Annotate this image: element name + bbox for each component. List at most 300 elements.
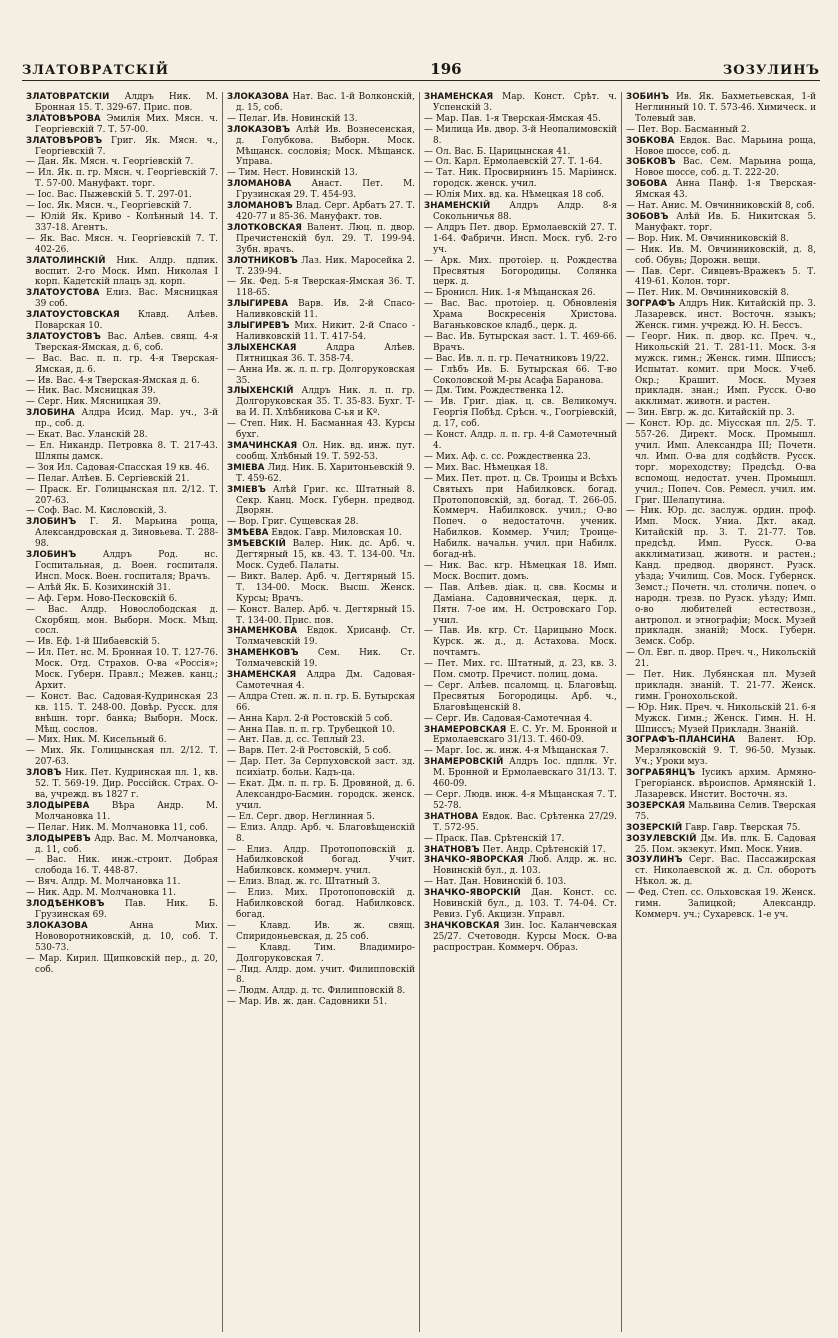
entry-details: — Вор. Ник. М. Овчинниковскій 8.	[626, 233, 789, 244]
entry-details: — Елиз. Мих. Протопоповскій д. Набилковской богад. Набилковск. богад.	[227, 888, 415, 920]
entry-surname: ЗНАМЕНСКАЯ	[227, 670, 297, 681]
entry-details: — Клавд. Ив. ж. свящ. Спиридоньевская, д. 25 соб.	[227, 920, 415, 942]
directory-entry	[424, 681, 617, 714]
directory-entry	[424, 332, 617, 354]
directory-entry	[424, 114, 617, 125]
directory-entry	[26, 506, 218, 517]
directory-entry	[626, 506, 816, 648]
entry-surname: ЗЛАТОВѢРОВА	[26, 113, 101, 124]
entry-details: — Вас. Вас. п. п. гр. 4-я Тверская-Ямская, д. 6.	[26, 353, 218, 375]
entry-details: Лаз. Ник. Маросейка 2. Т. 239-94.	[236, 255, 415, 277]
entry-details: — Як. Фед. 5-я Тверская-Ямская 36. Т. 118-65.	[227, 277, 415, 299]
entry-details: Влад. Серг. Арбатъ 27. Т. 420-77 и 85-36. Мануфакт. тов.	[236, 201, 415, 222]
directory-entry	[424, 157, 617, 168]
entry-details: — Ник. Вас. кгр. Нѣмецкая 18. Имп. Моск. Воспит. домъ.	[424, 560, 617, 582]
entry-details: — Серг. Ник. Мясницкая 39.	[26, 397, 162, 408]
directory-entry	[227, 626, 415, 648]
directory-entry	[227, 539, 415, 572]
entry-surname: ЗНАМЕНСКАЯ	[424, 92, 494, 102]
directory-entry	[626, 703, 816, 736]
directory-entry	[424, 790, 617, 812]
entry-details: — Ант. Пав. д. сс. Теплый 23.	[227, 735, 365, 746]
directory-entry	[26, 954, 218, 976]
entry-details: Алѣй Григ. кс. Штатный 8. Секр. Канц. Моск. Губерн. предвод. Дворян.	[236, 484, 415, 517]
directory-entry	[26, 114, 218, 136]
directory-entry	[424, 288, 617, 299]
entry-details: — Пет. Вор. Басманный 2.	[626, 124, 750, 135]
directory-entry	[424, 855, 617, 877]
directory-entry	[424, 877, 617, 888]
entry-details: Алдръ Ник. М. Бронная 15. Т. 329-67. Прис. пов.	[35, 92, 218, 113]
directory-entry	[227, 223, 415, 256]
entry-details: Григ. Як. Мясн. ч., Георгіевскій 7.	[35, 135, 218, 157]
entry-details: Дм. Ив. плк. Б. Садовая 25. Пом. экзекут. Имп. Моск. Унив.	[635, 833, 816, 855]
directory-entry	[227, 845, 415, 878]
entry-details: Валент. Люц. п. двор. Пречистенскій бул. 29. Т. 199-94. Зубн. врачъ.	[236, 222, 415, 255]
entry-details: Алдра Исид. Мар. уч., 3-й пр., соб. д.	[35, 408, 218, 430]
entry-details: Ник. Алдр. пдпик. воспит. 2-го Моск. Имп. Николая I корп. Кадетскій плацъ зд. корп.	[35, 255, 218, 288]
directory-entry	[227, 125, 415, 169]
directory-entry	[227, 517, 415, 528]
directory-entry	[26, 441, 218, 463]
entry-details: — Пет. Мих. гс. Штатный, д. 23, кв. 3. Пом. смотр. Пречист. полиц. дома.	[424, 659, 617, 681]
directory-entry	[227, 746, 415, 757]
directory-entry	[26, 648, 218, 692]
directory-entry	[227, 692, 415, 714]
entry-surname: ЗЛАТОВѢРОВЪ	[26, 135, 103, 146]
page-header	[22, 60, 820, 81]
directory-entry	[424, 725, 617, 747]
entry-details: — Людм. Алдр. д. тс. Филипповскій 8.	[227, 986, 406, 997]
entry-details: — Анна Пав. п. п. гр. Трубецкой 10.	[227, 724, 395, 735]
entry-surname: ЗОБОВЪ	[626, 211, 669, 222]
entry-details: — Іос. Вас. Пыжевскій 5. Т. 297-01.	[26, 190, 192, 201]
directory-entry	[227, 725, 415, 736]
directory-entry	[227, 343, 415, 365]
entry-details: Мальвина Селив. Тверская 75.	[635, 800, 816, 822]
entry-details: — Ник. Ив. М. Овчинниковскій, д. 8, соб. Обувь; Дорожн. вещи.	[626, 244, 816, 266]
entry-surname: ЗНАМЕНКОВЪ	[227, 648, 299, 659]
directory-entry	[26, 332, 218, 354]
entry-details: Алдръ Ник. л. п. гр. Долгоруковская 35. Т. 35-83. Бухг. Т-ва И. П. Хлѣбникова С-ья и Кº.	[236, 386, 415, 419]
entry-details: — Ник. Вас. Мясницкая 39.	[26, 386, 156, 397]
entry-details: — Соф. Вас. М. Кисловскій, 3.	[26, 506, 167, 517]
entry-surname: ЗЛОДЫРЕВЪ	[26, 833, 91, 844]
entry-details: — Варв. Пет. 2-й Ростовскій, 5 соб.	[227, 746, 392, 757]
entry-details: — Тим. Нест. Новинскій 13.	[227, 168, 358, 179]
entry-details: Мар. Конст. Срѣт. ч. Успенскій 3.	[433, 92, 617, 113]
entry-surname: ЗОГРАФЪ	[626, 299, 676, 310]
entry-details: — Ил. Як. п. гр. Мясн. ч. Георгіевскій 7. Т. 57-00. Мануфакт. торг.	[26, 168, 218, 190]
directory-entry	[424, 190, 617, 201]
entry-details: Алдра Дм. Садовая-Самотечная 4.	[236, 670, 415, 691]
directory-entry	[227, 735, 415, 746]
entry-details: — Аф. Герм. Ново-Песковскій 6.	[26, 593, 178, 604]
directory-entry	[227, 485, 415, 518]
directory-entry	[424, 430, 617, 452]
entry-details: Пет. Андр. Срѣтенскій 17.	[482, 844, 606, 855]
directory-entry	[424, 812, 617, 834]
entry-details: Зин. Іос. Каланчевская 25/27. Счетоводн. Курсы Моск. О-ва распростран. Коммерч. Образ.	[433, 920, 617, 953]
entry-surname: ЗМѢЕВА	[227, 528, 269, 539]
directory-entry	[26, 168, 218, 190]
directory-entry	[26, 201, 218, 212]
directory-entry	[26, 474, 218, 485]
entry-details: — Нат. Анис. М. Овчинниковскій 8, соб.	[626, 201, 815, 212]
directory-entry	[424, 921, 617, 954]
entry-details: — Ник. Юр. дс. заслуж. ордин. проф. Имп. Моск. Униа. Дкт. акад. Китайскій пр. 3. Т. 21-77. Тов. предсѣд. Имп. Русск. О-ва акклиматизац. животн. и растен.; Канд. предвод. дворянст. Рузск. уѣзда; Училищ. Сов. Моск. Губернск. Земст.; Почетн. чл. столичн. попеч. о народн. трезв. по Рузск. уѣзду; Имп. о-во любителей естествозн., антропол. и этнографіи; Моск. Музей прикладн. знаній; Моск. Губерн. Земск. Собр.	[626, 506, 816, 648]
entry-details: Евдок. Вас. Срѣтенка 27/29. Т. 572-95.	[433, 811, 617, 833]
directory-entry	[26, 397, 218, 408]
directory-entry	[26, 430, 218, 441]
entry-surname: ЗОБОВА	[626, 179, 668, 190]
entry-details: Ив. Як. Бахметьевская, 1-й Неглинный 10. Т. 573-46. Химическ. и Толевый зав.	[635, 92, 816, 124]
directory-entry	[424, 365, 617, 387]
directory-entry	[227, 463, 415, 485]
entry-surname: ЗОЗУЛИНЪ	[626, 855, 683, 866]
entry-details: — Мих. Як. Голицынская пл. 2/12. Т. 207-63.	[26, 746, 218, 768]
directory-entry	[424, 561, 617, 583]
entry-details: Сем. Ник. Ст. Толмачевскій 19.	[236, 648, 415, 670]
directory-entry	[227, 877, 415, 888]
entry-details: — Ив. Еф. 1-й Шибаевскій 5.	[26, 637, 161, 648]
entry-details: — Серг. Алѣев. псаломщ. ц. Благовѣщ. Пресвятыя Богородицы. Арб. ч., Благовѣщенскій 8.	[424, 680, 617, 713]
directory-entry	[424, 583, 617, 627]
entry-details: — Арк. Мих. протоіер. ц. Рождества Пресвятыя Богородицы. Солянка церк. д.	[424, 255, 617, 288]
directory-entry	[227, 943, 415, 965]
entry-details: — Елиз. Влад. ж. гс. Штатный 3.	[227, 877, 381, 888]
directory-entry	[424, 397, 617, 430]
directory-entry	[424, 168, 617, 190]
entry-details: Анна Мих. Нововоротниковскій, д. 10, соб. Т. 530-73.	[35, 920, 219, 953]
directory-entry	[26, 376, 218, 387]
directory-entry	[626, 648, 816, 670]
entry-details: Мих. Никит. 2-й Спасо - Наливковскій 11. Т. 417-54.	[236, 321, 415, 342]
directory-entry	[26, 899, 218, 921]
directory-entry	[26, 234, 218, 256]
entry-details: — Вас. Ив. Бутырская заст. 1. Т. 469-66. Врачъ.	[424, 331, 617, 353]
entry-surname: ЗЛАТОУСТОВЪ	[26, 331, 101, 342]
entry-surname: ЗОГРАБЯНЦЪ	[626, 768, 696, 779]
entry-details: — Фед. Степ. сс. Ольховская 19. Женск. гимн. Залицкой; Александр. Коммерч. уч.; Сухаревск. 1-е уч.	[626, 888, 816, 920]
entry-details: — Пав. Серг. Сивцевъ-Вражекъ 5. Т. 419-61. Колон. торг.	[626, 266, 816, 288]
directory-entry	[227, 419, 415, 441]
entry-details: — Конст. Валер. Арб. ч. Дегтярный 15. Т. 134-00. Прис. пов.	[227, 604, 415, 626]
directory-entry	[26, 877, 218, 888]
entry-details: — Юлія Мих. вд. ка. Нѣмецкая 18 соб.	[424, 190, 605, 201]
entry-details: — Вяч. Алдр. М. Молчановка 11.	[26, 877, 181, 888]
entry-details: Дан. Конст. сс. Новинскій бул., д. 103. Т. 74-04. Ст. Ревиз. Губ. Акцизн. Управл.	[433, 888, 617, 920]
entry-surname: ЗЛАТОВРАТСКІЙ	[26, 92, 110, 102]
directory-entry	[424, 299, 617, 332]
directory-entry	[227, 441, 415, 463]
entry-surname: ЗНАМЕРОВСКАЯ	[424, 724, 507, 735]
entry-details: — Конст. Вас. Садовая-Кудринская 23 кв. 115. Т. 248-00. Довѣр. Русск. для внѣшн. торг. банка; Выборн. Моск. Мѣщ. сослов.	[26, 691, 218, 735]
column-3	[419, 92, 621, 1332]
directory-entry	[26, 190, 218, 201]
entry-surname: ЗОБКОВЪ	[626, 157, 676, 168]
entry-details: Анаст. Пет. М. Грузинская 29. Т. 454-93.	[236, 179, 415, 201]
entry-details: — Анна Карл. 2-й Ростовскій 5 соб.	[227, 713, 393, 724]
directory-entry	[26, 823, 218, 834]
entry-details: — Пав. Алѣев. діак. ц. свв. Космы и Даміана. Садовническая, церк. д. Пятн. 7-ое им. Н. Островскаго Гор. учил.	[424, 582, 617, 626]
entry-surname: ЗНАМЕНСКІЙ	[424, 201, 491, 212]
entry-details: — Вас. Ив. л. п. гр. Печатниковъ 19/22.	[424, 353, 609, 364]
entry-details: — Мар. Пав. 1-я Тверская-Ямская 45.	[424, 113, 601, 124]
directory-entry	[626, 267, 816, 289]
entry-details: — Ел. Серг. двор. Неглинная 5.	[227, 811, 375, 822]
entry-details: Серг. Вас. Пассажирская ст. Николаевской ж. д. Сл. оборотъ Нѣкол. ж. д.	[635, 855, 816, 888]
directory-entry	[626, 136, 816, 158]
entry-details: Евдок. Гавр. Миловская 10.	[271, 528, 402, 539]
entry-details: — Юлій Як. Криво - Колѣнный 14. Т. 337-18. Агентъ.	[26, 211, 218, 233]
directory-entry	[424, 746, 617, 757]
directory-entry	[626, 179, 816, 201]
entry-details: Анна Панф. 1-я Тверская-Ямская 43.	[635, 179, 816, 201]
entry-details: — Елиз. Алдр. Протопоповскій д. Набилковской богад. Учит. Набилковск. коммерч. учил.	[227, 844, 415, 877]
directory-entry	[227, 256, 415, 278]
entry-surname: ЗМІЕВЪ	[227, 484, 266, 495]
entry-details: — Юр. Ник. Преч. ч. Никольскій 21. 6-я Мужск. Гимн.; Женск. Гимн. Н. Н. Шписсъ; Музей Прикладн. Знаній.	[626, 702, 816, 735]
entry-surname: ЗЛОКАЗОВЪ	[227, 124, 291, 135]
entry-surname: ЗОЗУЛЕВСКІЙ	[626, 833, 697, 844]
entry-details: — Ол. Карл. Ермолаевскій 27. Т. 1-64.	[424, 157, 603, 168]
entry-details: — Тат. Ник. Просвирнинъ 15. Маріинск. городск. женск. учил.	[424, 168, 617, 190]
directory-entry	[626, 768, 816, 801]
entry-surname: ЗНАЧКОВСКАЯ	[424, 920, 500, 931]
directory-entry	[26, 550, 218, 583]
entry-details: — Серг. Ив. Садовая-Самотечная 4.	[424, 713, 593, 724]
entry-details: — Мар. Ив. ж. дан. Садовники 51.	[227, 997, 388, 1008]
column-4	[621, 92, 820, 1332]
entry-surname: ЗЛОБИНА	[26, 408, 75, 419]
entry-surname: ЗОБИНЪ	[626, 92, 670, 102]
entry-details: Елиз. Вас. Мясницкая 39 соб.	[35, 288, 218, 310]
directory-entry	[227, 528, 415, 539]
entry-details: Алѣй Ив. Вознесенская, д. Голубкова. Выборн. Моск. Мѣщанск. сословія; Моск. Мѣщанск. Управа.	[236, 124, 415, 168]
directory-entry	[26, 834, 218, 856]
entry-details: — Милица Ив. двор. 3-й Неопалимовскій 8.	[424, 124, 617, 146]
entry-details: — Пет. Ник. Лубянская пл. Музей прикладн. знаній. Т. 21-77. Женск. гимн. Гронохольской.	[626, 670, 816, 702]
directory-entry	[424, 474, 617, 561]
directory-entry	[26, 888, 218, 899]
entry-details: — Мих. Пет. прот. ц. Св. Троицы и Всѣхъ Святыхъ при Набилковск. богад. Протопоповскій, зд. богад. Т. 266-05. Коммерч. Набилковск. учил.; О-во Попеч. о недостаточн. ученик. Набилков. Коммер. Учил; Троице-Набилк. начальн. учил. при Набилк. богад-нѣ.	[424, 473, 617, 561]
directory-entry	[26, 746, 218, 768]
entry-surname: ЗЛЫГИРЕВЪ	[227, 321, 290, 332]
entry-details: — Алѣй Як. Б. Козихинскій 31.	[26, 582, 171, 593]
entry-details: — Анна Ив. ж. л. п. гр. Долгоруковская 35.	[227, 364, 415, 386]
directory-entry	[227, 670, 415, 692]
entry-details: — Конст. Алдр. л. п. гр. 4-й Самотечный 4.	[424, 430, 617, 451]
entry-details: — Дан. Як. Мясн. ч. Георгіевскій 7.	[26, 157, 194, 168]
entry-details: — Іос. Як. Мясн. ч., Георгіевскій 7.	[26, 201, 192, 212]
directory-entry	[227, 179, 415, 201]
entry-surname: ЗНАЧКО-ЯВОРСКІЙ	[424, 888, 521, 899]
directory-entry	[626, 408, 816, 419]
directory-entry	[424, 256, 617, 289]
directory-entry	[227, 572, 415, 605]
entry-surname: ЗОГРАФЪ-ПЛАНСИНА	[626, 735, 736, 746]
entry-details: — Вор. Григ. Сущевская 28.	[227, 517, 359, 528]
entry-details: — Конст. Юр. дс. Міусская пл. 2/5. Т. 557-26. Директ. Моск. Промышл. учил. Имп. Александра III; Почетн. чл. Имп. О-ва для содѣйств. Русск. торг. мореходству; Предсѣд. О-ва вспомощ. недостат. учен. Промышл. учил.; Попеч. Сов. Ремесл. учил. им. Григ. Шелапутина.	[626, 419, 816, 506]
entry-details: — Ол. Вас. Б. Царицынская 41.	[424, 146, 571, 157]
entry-details: — Ол. Евг. п. двор. Преч. ч., Никольскій 21.	[626, 648, 816, 670]
directory-entry	[424, 201, 617, 223]
entry-surname: ЗОЗЕРСКІЙ	[626, 822, 683, 833]
entry-details: — Марг. Іос. ж. инж. 4-я Мѣщанская 7.	[424, 746, 609, 757]
entry-details: Валер. Ник. дс. Арб. ч. Дегтярный 15, кв. 43. Т. 134-00. Чл. Моск. Судеб. Палаты.	[236, 539, 415, 571]
directory-entry	[424, 845, 617, 856]
directory-entry	[626, 245, 816, 267]
entry-details: — Георг. Ник. п. двор. кс. Преч. ч., Никольскій 21. Т. 281-11. Моск. 3-я мужск. гимн.; Женск. гимн. Шписсъ; Испытат. комит. при Моск. Учеб. Окр.; Крашит. Моск. Музея прикладн. знан.; Имп. Русск. О-во акклимат. животн. и растен.	[626, 331, 816, 408]
entry-surname: ЗМѢЕВСКІЙ	[227, 539, 286, 550]
directory-entry	[424, 659, 617, 681]
directory-entry	[227, 757, 415, 779]
entry-details: — Мих. Вас. Нѣмецкая 18.	[424, 462, 549, 473]
directory-entry	[424, 386, 617, 397]
entry-surname: ЗНАЧКО-ЯВОРСКАЯ	[424, 855, 524, 866]
entry-surname: ЗМАЧИНСКАЯ	[227, 441, 298, 451]
page-number: 196	[430, 60, 462, 78]
directory-entry	[626, 801, 816, 823]
entry-details: Е. С. Уг. М. Бронной и Ермолаевскаго 31/13. Т. 460-09.	[433, 724, 617, 746]
entry-details: — Ил. Пет. нс. М. Бронная 10. Т. 127-76. Моск. Отд. Страхов. О-ва «Россія»; Моск. Губерн. Правл.; Межев. канц.; Архит.	[26, 648, 218, 691]
entry-details: Лид. Ник. Б. Харитоньевскій 9. Т. 459-62.	[236, 462, 415, 484]
directory-entry	[26, 583, 218, 594]
entry-details: Іусикъ архим. Армяно-Грегоріанск. вѣроиспов. Армянскій 1. Лазаревск. Инстит. Восточн. яз.	[635, 768, 816, 800]
column-1	[22, 92, 222, 1332]
entry-details: Алѣй Ив. Б. Никитская 5. Мануфакт. торг.	[635, 211, 816, 233]
entry-surname: ЗЛОБИНЪ	[26, 550, 77, 561]
entry-details: — Праск. Ег. Голицынская пл. 2/12. Т. 207-63.	[26, 484, 218, 506]
entry-details: — Екат. Вас. Уланскій 28.	[26, 430, 148, 441]
directory-entry	[227, 888, 415, 921]
entry-details: — Ив. Вас. 4-я Тверская-Ямская д. 6.	[26, 375, 200, 386]
entry-details: — Викт. Валер. Арб. ч. Дегтярный 15. Т. 134-00. Моск. Высш. Женск. Курсы; Врачъ.	[227, 571, 415, 604]
entry-surname: ЗЛОДЫРЕВА	[26, 800, 90, 811]
entry-details: Евдок. Хрисанф. Ст. Толмачевскій 19.	[236, 626, 415, 648]
directory-entry	[626, 888, 816, 921]
entry-details: — Лид. Алдр. дом. учит. Филипповскій 8.	[227, 964, 415, 986]
entry-surname: ЗЛЫГИРЕВА	[227, 299, 289, 310]
entry-details: — Екат. Дм. п. п. гр. Б. Дровяной, д. 6. Александро-Басмин. городск. женск. учил.	[227, 779, 415, 811]
entry-details: — Праск. Пав. Срѣтенскій 17.	[424, 833, 565, 844]
entry-details: Вѣра Андр. М. Молчановка 11.	[35, 800, 218, 822]
entry-details: — Зоя Ил. Садовая-Спасская 19 кв. 46.	[26, 462, 210, 473]
directory-entry	[26, 637, 218, 648]
directory-entry	[626, 157, 816, 179]
entry-surname: ЗОБКОВА	[626, 135, 675, 146]
entry-details: Пав. Ник. Б. Грузинская 69.	[35, 899, 219, 920]
entry-details: — Пав. Ив. кгр. Ст. Царицыно Моск. Курск. ж. д., д. Астахова. Моск. почтамтъ.	[424, 626, 617, 659]
entry-details: — Вас. Ник. инж.-строит. Добрая слобода 16. Т. 448-87.	[26, 855, 218, 877]
entry-surname: ЗЛАТОЛИНСКІЙ	[26, 255, 106, 266]
directory-entry	[227, 986, 415, 997]
entry-surname: ЗЛОКАЗОВА	[227, 92, 289, 102]
directory-entry	[626, 212, 816, 234]
directory-entry	[626, 855, 816, 888]
running-head-left: ЗЛАТОВРАТСКІЙ	[22, 63, 170, 78]
entry-details: Вас. Сем. Марьина роща, Новое шоссе, соб. д. Т. 222-20.	[635, 157, 816, 179]
directory-entry	[424, 626, 617, 659]
entry-details: — Пелаг. Ник. М. Молчановка 11, соб.	[26, 822, 209, 833]
directory-entry	[227, 299, 415, 321]
directory-entry	[626, 92, 816, 125]
entry-details: Люб. Алдр. ж. нс. Новинскій бул., д. 103.	[433, 855, 618, 877]
directory-entry	[227, 365, 415, 387]
entry-surname: ЗЛАТОУСТОВА	[26, 288, 100, 299]
entry-surname: ЗЛАТОУСТОВСКАЯ	[26, 310, 120, 321]
directory-columns	[22, 92, 820, 1332]
directory-entry	[424, 223, 617, 256]
entry-details: — Ник. Адр. М. Молчановка 11.	[26, 888, 177, 899]
entry-details: — Дар. Пет. За Серпуховской заст. зд. психіатр. больн. Кадъ-ца.	[227, 757, 415, 779]
directory-entry	[626, 670, 816, 703]
directory-entry	[26, 768, 218, 801]
directory-entry	[626, 125, 816, 136]
entry-details: — Пет. Ник. М. Овчинниковскій 8.	[626, 288, 790, 299]
directory-entry	[424, 714, 617, 725]
entry-details: — Бронисл. Ник. 1-я Мѣщанская 26.	[424, 288, 596, 299]
entry-details: Ол. Ник. вд. инж. пут. сообщ. Хлѣбный 19. Т. 592-53.	[236, 441, 415, 462]
entry-details: Гавр. Гавр. Тверская 75.	[685, 822, 801, 833]
directory-entry	[227, 386, 415, 419]
entry-details: Алдръ Ник. Китайскій пр. 3. Лазаревск. инст. Восточн. языкъ; Женск. гимн. учрежд. Ю. Н. Бессъ.	[635, 299, 817, 332]
directory-entry	[227, 812, 415, 823]
entry-surname: ЗЛОТНИКОВЪ	[227, 255, 298, 266]
entry-details: — Як. Вас. Мясн. ч. Георгіевскій 7. Т. 402-26.	[26, 233, 218, 255]
directory-entry	[26, 92, 218, 114]
entry-surname: ЗЛОМАНОВА	[227, 179, 292, 190]
directory-entry	[26, 386, 218, 397]
entry-details: Алдра Алѣев. Пятницкая 36. Т. 358-74.	[236, 342, 415, 364]
directory-entry	[227, 714, 415, 725]
directory-entry	[227, 823, 415, 845]
entry-surname: ЗЛОВЪ	[26, 768, 62, 779]
entry-details: — Алдра Степ. ж. п. п. гр. Б. Бутырская 66.	[227, 691, 415, 713]
entry-details: — Зин. Евгр. ж. дс. Китайскій пр. 3.	[626, 408, 795, 419]
entry-details: Алдръ Алдр. 8-я Сокольничья 88.	[433, 201, 617, 222]
entry-surname: ЗЛЫХЕНСКАЯ	[227, 342, 297, 353]
directory-entry	[227, 168, 415, 179]
directory-entry	[227, 997, 415, 1008]
directory-entry	[626, 234, 816, 245]
directory-entry	[626, 288, 816, 299]
directory-entry	[626, 834, 816, 856]
entry-surname: ЗЛОМАНОВЪ	[227, 201, 293, 212]
entry-details: — Серг. Людв. инж. 4-я Мѣщанская 7. Т. 52-78.	[424, 790, 617, 811]
entry-details: — Вас. Алдр. Новослободская д. Скорбящ. мон. Выборн. Моск. Мѣщ. сосл.	[26, 604, 218, 637]
column-2	[222, 92, 419, 1332]
entry-details: — Пелаг. Алѣев. Б. Сергіевскій 21.	[26, 473, 190, 484]
entry-details: — Мар. Кирил. Щипковскій пер., д. 20, соб.	[26, 953, 218, 975]
directory-entry	[227, 648, 415, 670]
entry-surname: ЗЛОБИНЪ	[26, 517, 77, 528]
entry-details: — Нат. Дан. Новинскій б. 103.	[424, 877, 567, 888]
directory-entry	[26, 692, 218, 736]
directory-entry	[626, 735, 816, 768]
directory-entry	[424, 463, 617, 474]
directory-entry	[626, 823, 816, 834]
directory-entry	[26, 735, 218, 746]
entry-details: — Мих. Ник. М. Кисельный 6.	[26, 735, 167, 746]
directory-entry	[626, 299, 816, 332]
directory-entry	[424, 888, 617, 921]
entry-details: Эмилія Мих. Мясн. ч. Георгіевскій 7. Т. 57-00.	[35, 113, 218, 135]
directory-entry	[26, 288, 218, 310]
directory-entry	[424, 92, 617, 114]
directory-entry	[26, 136, 218, 158]
